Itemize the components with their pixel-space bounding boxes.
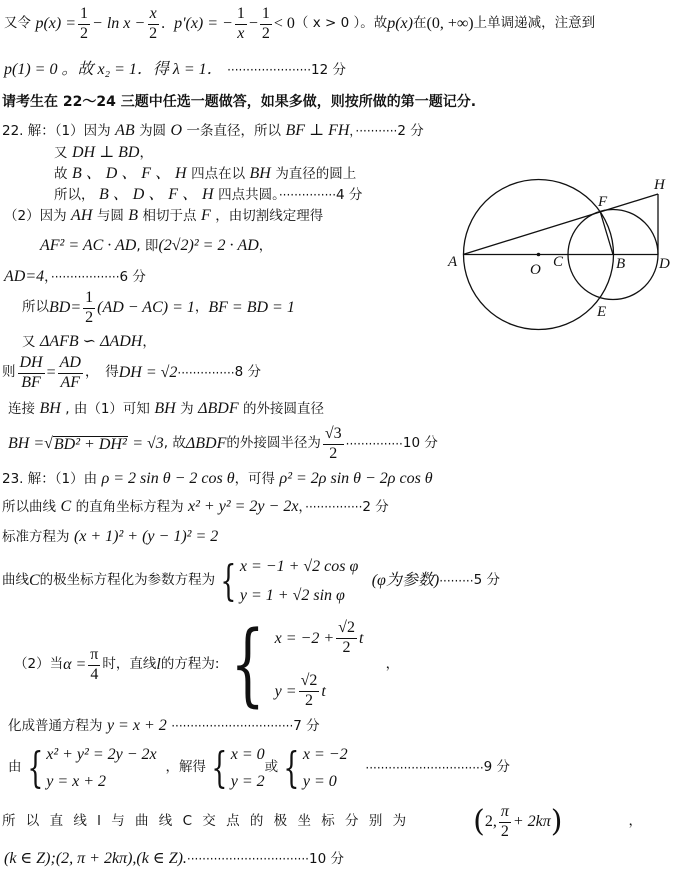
math: l	[156, 656, 161, 673]
text: 或	[264, 759, 279, 776]
math: BF ⊥ FH	[285, 122, 350, 139]
text: 上单调递减，注意到	[473, 15, 596, 32]
math: DH ⊥ BD	[71, 144, 140, 161]
equation-system: { x = −1 + √2 cos φ y = 1 + √2 sin φ	[220, 556, 359, 605]
text: , 即	[136, 238, 159, 254]
fraction: $\frac{√3}{2}$	[324, 424, 342, 462]
text: ， 得	[84, 364, 119, 381]
math: DH = √2	[118, 364, 178, 381]
fraction: $\frac{1}{x}$	[236, 4, 245, 42]
math: x² + y² = 2y − 2x	[188, 498, 299, 515]
label-o: O	[530, 262, 541, 278]
q23-line-1	[2, 471, 433, 487]
math: AF² = AC · AD	[40, 237, 137, 254]
text: 的方程为:	[160, 656, 220, 673]
math: BD=	[49, 299, 82, 316]
fraction: $\frac{DH}{BF}$	[19, 353, 43, 391]
label-h: H	[654, 177, 665, 193]
math: C	[29, 572, 40, 589]
line-ah	[463, 194, 658, 255]
text: 的直角坐标方程为	[75, 499, 184, 515]
instruction: 请考生在 22～24 三题中任选一题做答，如果多做，则按所做的第一题记分.	[2, 94, 477, 110]
text: 则	[2, 364, 16, 381]
math: (x + 1)² + (y − 1)² = 2	[73, 528, 219, 545]
dot-leader: ································	[171, 719, 294, 733]
math: < 0	[273, 15, 295, 32]
math: F	[200, 207, 211, 224]
math: ΔBDF	[198, 400, 239, 417]
math: (k ∈ Z);(2, π + 2kπ),(k ∈ Z).	[4, 850, 187, 867]
math: B 、 D 、 F 、 H	[71, 165, 187, 182]
dot-leader: ··················	[50, 270, 120, 284]
q22-line-3	[54, 166, 356, 182]
math: AD=4	[4, 268, 45, 285]
text: 由	[8, 759, 22, 776]
text: ，由切割线定理得	[215, 208, 324, 224]
math: O	[170, 122, 183, 139]
dot-leader: ·······························	[365, 761, 484, 775]
text: ，	[298, 499, 306, 515]
label-b: B	[616, 256, 626, 272]
text: 的外接圆直径	[243, 401, 325, 417]
text: , 由（1）可知	[65, 401, 150, 417]
text: 四点在以	[191, 166, 246, 182]
math: BH	[249, 165, 271, 182]
q23-line-6	[8, 718, 320, 734]
equation-system: { x² + y² = 2y − 2x y = x + 2	[26, 743, 157, 792]
fraction: $\frac{1}{2}$	[80, 4, 89, 42]
q22-line-11	[8, 401, 324, 417]
q22-line-9	[22, 334, 156, 350]
text: 所 以 直 线 l 与 曲 线 C 交 点 的 极 坐 标 分 别 为	[2, 813, 408, 830]
score: 2 分	[397, 123, 424, 139]
math: B 、 D 、 F 、 H	[98, 186, 214, 203]
q22-line-10	[2, 352, 261, 394]
q22-line-6	[40, 238, 272, 254]
score: 7 分	[293, 718, 320, 734]
math: y = x + 2	[106, 717, 167, 734]
text: 为直径的圆上	[275, 166, 357, 182]
math: − ln x −	[92, 15, 146, 32]
text: 又	[22, 334, 36, 350]
text: 所以曲线	[2, 499, 56, 515]
label-a: A	[448, 254, 458, 270]
math: p(x)	[387, 15, 413, 32]
score: 2 分	[362, 499, 389, 515]
line-fb	[600, 211, 613, 255]
dot-leader: ···············	[345, 437, 403, 451]
intro-line-2	[4, 62, 346, 78]
math: ρ = 2 sin θ − 2 cos θ	[101, 470, 235, 487]
equation-system: { x = −2 + $\frac{√2}{2}$ t y = $\frac{√2}{2}$ t	[230, 612, 364, 717]
text: 为	[180, 401, 194, 417]
text: .	[161, 15, 166, 32]
geometry-figure	[440, 160, 686, 360]
math: (0, +∞)	[426, 15, 474, 32]
equation-system: { x = −2 y = 0	[283, 743, 348, 792]
text: 的极坐标方程化为参数方程为	[39, 572, 216, 589]
text: 又	[54, 145, 68, 161]
text: （2）因为	[4, 208, 67, 224]
intro-line-1	[4, 4, 595, 44]
text: 的外接圆半径为	[226, 435, 321, 452]
math: −	[248, 15, 258, 32]
score: 10 分	[308, 851, 344, 867]
text: 在	[412, 15, 427, 32]
q22-line-12	[8, 422, 438, 466]
text: ，	[258, 238, 273, 254]
math: =	[46, 364, 56, 381]
q23-line-5	[14, 612, 400, 717]
text: 23. 解：（1）由	[2, 471, 98, 487]
text: 曲线	[2, 572, 29, 589]
polar-point: ( 2, $\frac{\pi}{2}$ + 2kπ )	[473, 802, 563, 840]
dot-leader: ································	[186, 852, 309, 866]
text: （ x > 0 ）。故	[294, 15, 388, 32]
text: 相切于点	[142, 208, 197, 224]
score: 12 分	[311, 62, 347, 78]
text: ，	[142, 334, 156, 350]
q23-line-3	[2, 529, 218, 545]
text: ，	[139, 145, 153, 161]
dot-leader: ···············	[278, 188, 337, 202]
text: 故	[54, 166, 68, 182]
text: 化成普通方程为	[8, 718, 103, 734]
dot-leader: ···············	[177, 366, 235, 380]
text: ，解得	[165, 759, 207, 776]
q23-line-7	[8, 743, 510, 793]
math: p(1) = 0 。故 x₂ = 1．得 λ = 1．	[4, 61, 223, 78]
score: 5 分	[473, 572, 500, 589]
text: ，	[194, 299, 209, 316]
text: 连接	[8, 401, 35, 417]
point-o	[537, 253, 541, 257]
dot-leader: ···············	[305, 500, 363, 514]
fraction: $\frac{1}{2}$	[261, 4, 270, 42]
math: (2√2)² = 2 · AD	[158, 237, 259, 254]
equation-system: { x = 0 y = 2	[211, 743, 265, 792]
dot-leader: ，···········	[349, 124, 398, 138]
math: BF = BD = 1	[208, 299, 295, 316]
text: , 故	[163, 435, 186, 452]
text: 为圆	[139, 123, 167, 139]
q22-line-1	[2, 123, 424, 139]
q23-line-2	[2, 499, 389, 515]
math: B	[128, 207, 139, 224]
math: AH	[71, 207, 93, 224]
fraction: $\frac{1}{2}$	[85, 288, 94, 326]
text: 与圆	[96, 208, 124, 224]
text: 一条直径，所以	[186, 123, 282, 139]
label-f: F	[598, 194, 608, 210]
score: 10 分	[402, 435, 438, 452]
math: p(x) =	[35, 15, 77, 32]
math: BD² + DH²	[53, 435, 127, 453]
dot-leader: ·········	[439, 574, 474, 588]
math: ΔBDF	[185, 435, 227, 452]
text: ，	[385, 656, 400, 673]
q23-line-4	[2, 556, 500, 606]
text: 又令	[4, 15, 31, 32]
text: 四点共圆。	[218, 187, 279, 203]
q22-line-4	[54, 187, 362, 203]
q22-line-7	[4, 269, 146, 285]
fraction: $\frac{x}{2}$	[149, 4, 158, 42]
math: AB	[115, 122, 135, 139]
math: (AD − AC) = 1	[97, 299, 195, 316]
text: ，	[628, 813, 642, 830]
q23-line-8	[2, 800, 642, 844]
q22-line-5	[4, 208, 323, 224]
math: BH =	[8, 435, 45, 452]
q22-line-8	[22, 288, 295, 328]
text: （2）当	[14, 656, 64, 673]
text: 所以	[22, 299, 49, 316]
fraction: $\frac{\pi}{4}$	[90, 645, 99, 683]
score: 9 分	[483, 759, 511, 776]
sqrt-sign: √	[44, 435, 53, 452]
math: α =	[63, 656, 87, 673]
math: BH	[39, 400, 61, 417]
text: 22. 解：（1）因为	[2, 123, 111, 139]
dot-leader: ······················	[227, 63, 312, 77]
q23-line-9	[4, 851, 344, 867]
score: 8 分	[234, 364, 262, 381]
math: C	[60, 498, 72, 515]
math: = √3	[132, 435, 164, 452]
math: ΔAFB ∽ ΔADH	[39, 333, 143, 350]
math: (φ为参数)	[371, 572, 440, 589]
text: ，	[44, 269, 51, 285]
fraction: $\frac{AD}{AF}$	[59, 353, 81, 391]
text: 时，直线	[102, 656, 157, 673]
text: 标准方程为	[2, 529, 70, 545]
math: p'(x) = −	[174, 15, 233, 32]
label-d: D	[659, 256, 670, 272]
score: 6 分	[119, 269, 146, 285]
q22-line-2	[54, 145, 153, 161]
score: 4 分	[336, 187, 363, 203]
math: ρ² = 2ρ sin θ − 2ρ cos θ	[279, 470, 433, 487]
text: 所以，	[54, 187, 95, 203]
label-e: E	[597, 304, 607, 320]
text: ，可得	[234, 471, 276, 487]
math: BH	[154, 400, 176, 417]
label-c: C	[553, 254, 564, 270]
